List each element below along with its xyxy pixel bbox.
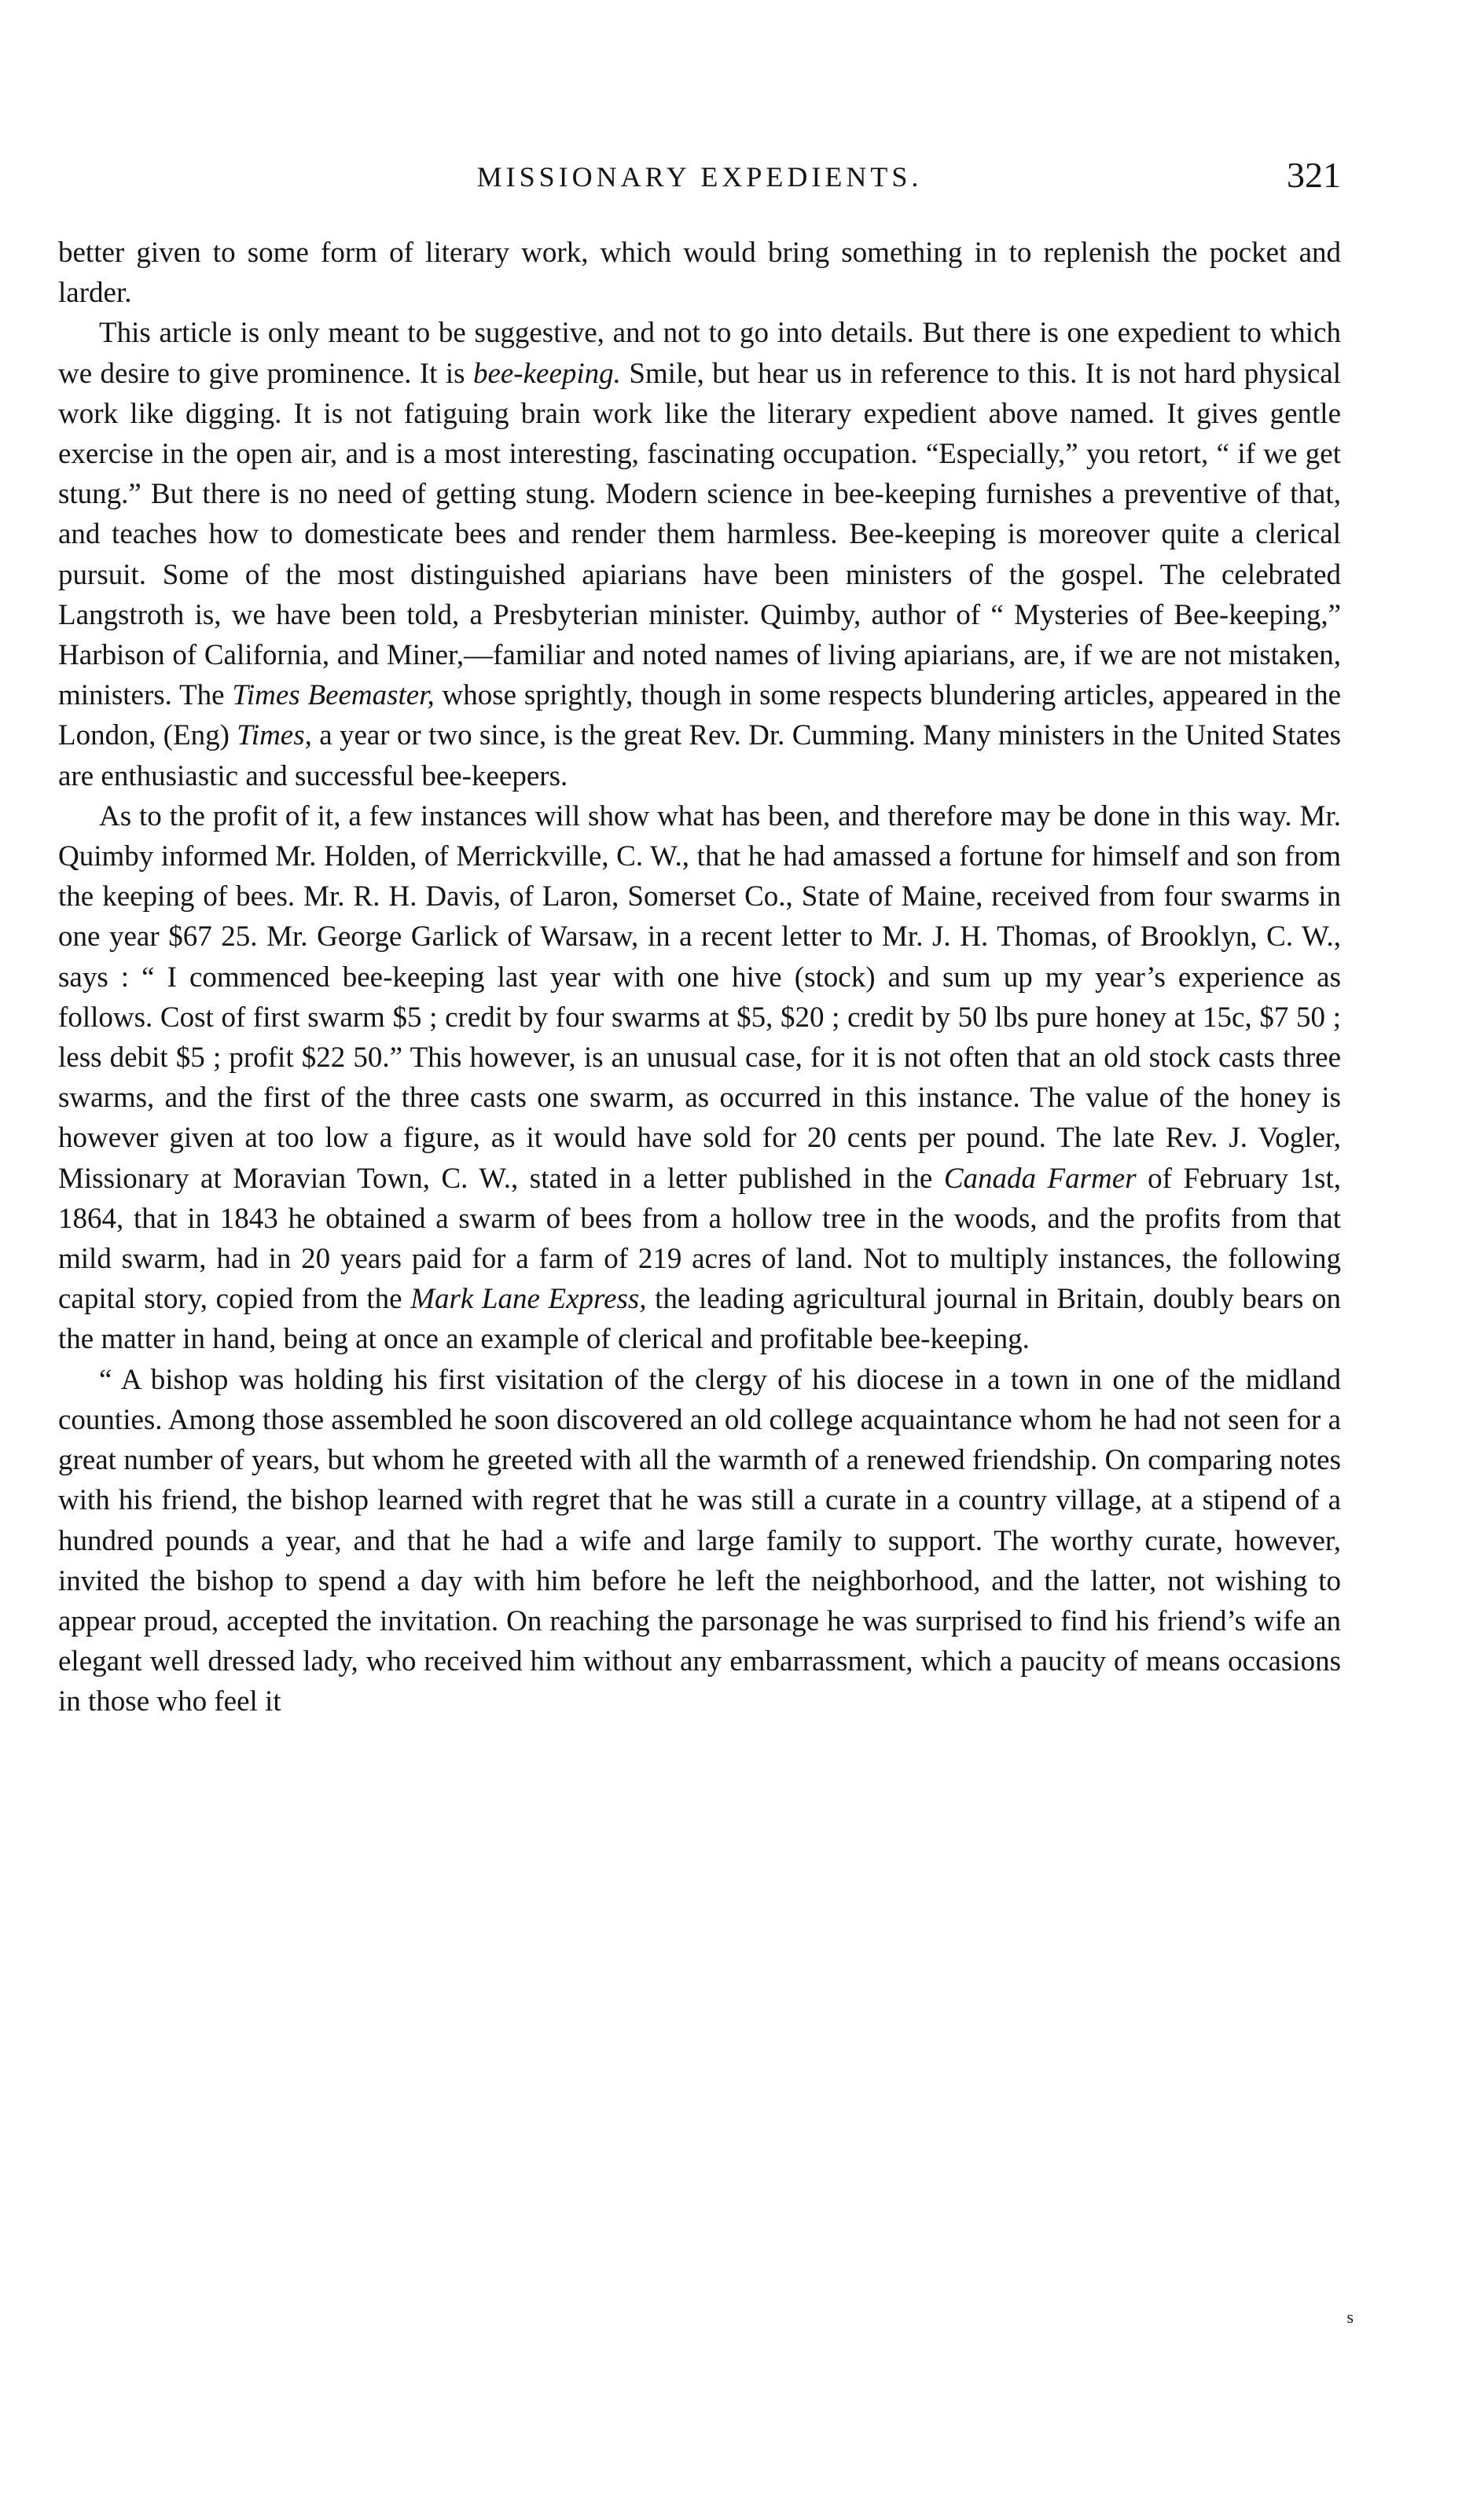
- text-run: As to the profit of it, a few instances will show what has been, and therefore may be done in this way. Mr. Quimby informed Mr. Holden, of Merrickville, C. W., that he had amassed a fortune for himself and son from the keeping of bees. Mr. R. H. Davis, of Laron, Somerset Co., State of Maine, received from four swarms in one year $67 25. Mr. George Garlick of Warsaw, in a recent letter to Mr. J. H. Thomas, of Brooklyn, C. W., says : “ I commenced bee-keeping last year with one hive (stock) and sum up my year’s experience as follows. Cost of first swarm $5 ; credit by four swarms at $5, $20 ; credit by 50 lbs pure honey at 15c, $7 50 ; less debit $5 ; profit $22 50.” This however, is an unusual case, for it is not often that an old stock casts three swarms, and the first of the three casts one swarm, as occurred in this instance. The value of the honey is however given at too low a figure, as it would have sold for 20 cents per pound. The late Rev. J. Vogler, Missionary at Moravian Town, C. W., stated in a letter published in the: [58, 799, 1341, 1195]
- page-header: [58, 154, 1341, 201]
- italic-title: Mark Lane Express,: [410, 1283, 647, 1316]
- paragraph: [58, 796, 1341, 1360]
- text-run: “ A bishop was holding his first visitation of the clergy of his diocese in a town in one of the midland counties. Among those assembled he soon discovered an old college acquaintance whom he had not seen for a great number of years, but whom he greeted with all the warmth of a renewed friendship. On comparing notes with his friend, the bishop learned with regret that he was still a curate in a country village, at a stipend of a hundred pounds a year, and that he had a wife and large family to support. The worthy curate, however, invited the bishop to spend a day with him before he left the neighborhood, and the latter, not wishing to appear proud, accepted the invitation. On reaching the parsonage he was surprised to find his friend’s wife an elegant well dressed lady, who received him without any embarrassment, which a paucity of means occasions in those who feel it: [58, 1363, 1341, 1718]
- signature-mark: s: [1346, 2307, 1354, 2327]
- italic-title: Canada Farmer: [943, 1162, 1137, 1195]
- paragraph: [58, 233, 1341, 313]
- paragraph: [58, 1360, 1341, 1722]
- text-run: of February 1st, 1864, that in 1843 he obtained a swarm of bees from a hollow tree in the woods, and the profits from that mild swarm, had in 20 years paid for a farm of 219 acres of land. Not to multiply instances, the following capital story, copied from the: [58, 1162, 1341, 1316]
- running-head: MISSIONARY EXPEDIENTS.: [476, 161, 923, 193]
- text-run: better given to some form of literary work, which would bring something in to replenish the pocket and larder.: [58, 237, 1341, 310]
- text-run: the leading agricultural journal in Britain, doubly bears on the matter in hand, being at once an example of clerical and profitable bee-keeping.: [58, 1283, 1341, 1356]
- paragraph: [58, 313, 1341, 796]
- book-page: [58, 0, 1354, 2506]
- text-run: a year or two since, is the great Rev. Dr. Cumming. Many ministers in the United States are enthusiastic and successful bee-keepers.: [58, 719, 1341, 792]
- page-number: 321: [1287, 155, 1341, 195]
- italic-title: Times Beemaster,: [232, 679, 435, 712]
- body-text: [58, 233, 1341, 1722]
- text-run: Smile, but hear us in reference to this. It is not hard physical work like digging. It is not fatiguing brain work like the literary expedient above named. It gives gentle exercise in the open air, and is a most interesting, fascinating occupation. “Especially,” you retort, “ if we get stung.” But there is no need of getting stung. Modern science in bee-keeping furnishes a preventive of that, and teaches how to domesticate bees and render them harmless. Bee-keeping is moreover quite a clerical pursuit. Some of the most distinguished apiarians have been ministers of the gospel. The celebrated Langstroth is, we have been told, a Presbyterian minister. Quimby, author of “ Mysteries of Bee-keeping,” Harbison of California, and Miner,—familiar and noted names of living apiarians, are, if we are not mistaken, ministers. The: [58, 357, 1341, 712]
- text-run: This article is only meant to be suggestive, and not to go into details. But there is one expedient to which we desire to give prominence. It is: [58, 317, 1341, 390]
- text-run: whose sprightly, though in some respects blundering articles, appeared in the London, (Eng): [58, 679, 1341, 752]
- italic-title: bee-keeping.: [472, 357, 621, 390]
- italic-title: Times,: [237, 719, 312, 752]
